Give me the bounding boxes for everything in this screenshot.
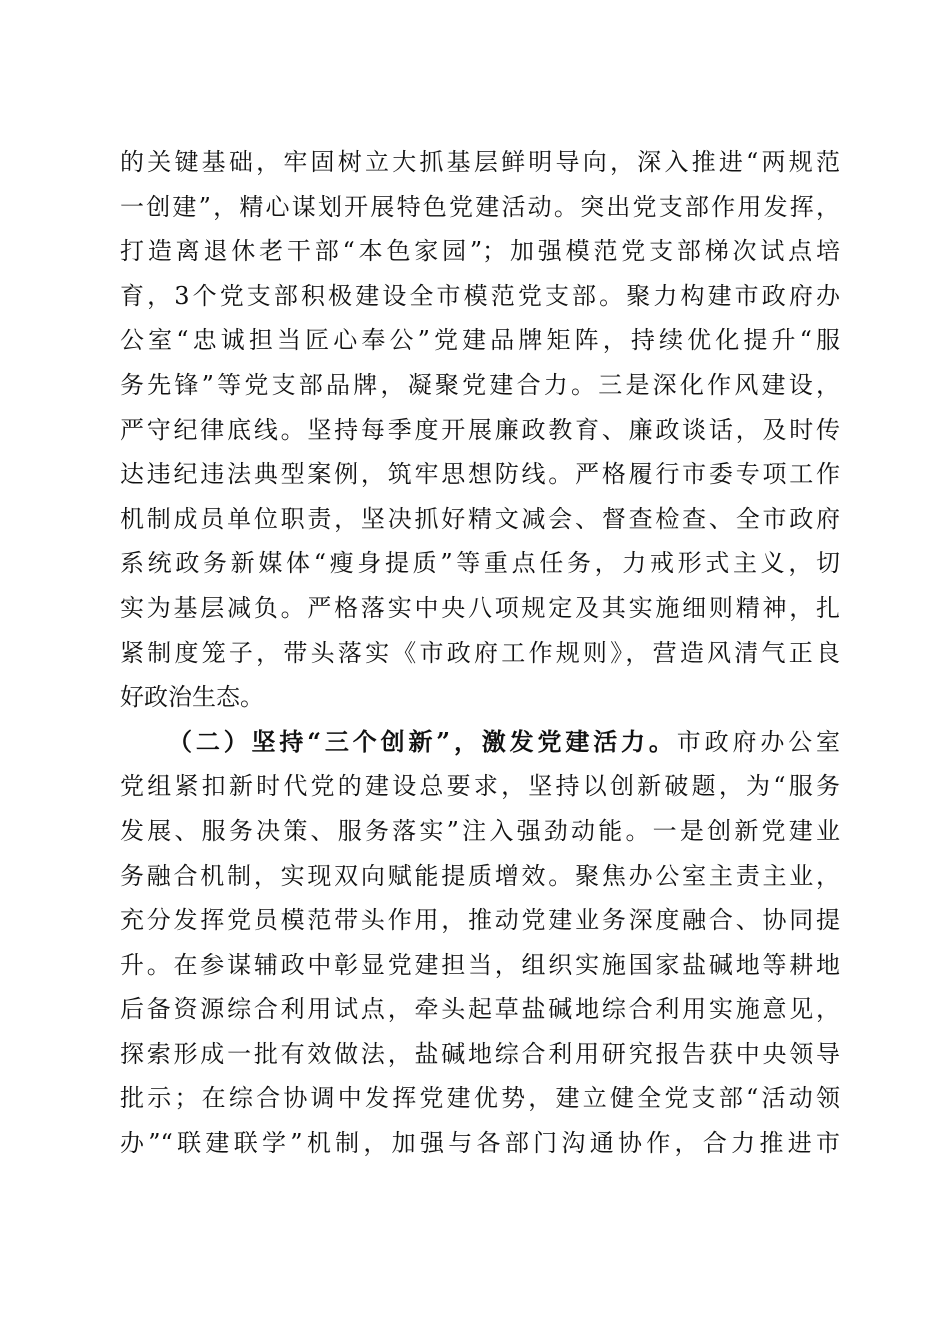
text-line: 好政治生态。 (120, 683, 264, 712)
text-line: 打造离退休老干部“本色家园”；加强模范党支部梯次试点培 (120, 237, 840, 266)
paragraph-2 (120, 720, 840, 1166)
section-heading: （二）坚持“三个创新”，激发党建活力。 (168, 726, 677, 756)
text-line: 一创建”，精心谋划开展特色党建活动。突出党支部作用发挥， (120, 192, 840, 221)
text-line: 的关键基础，牢固树立大抓基层鲜明导向，深入推进“两规范 (120, 148, 840, 176)
heading-continuation: 市政府办公室 (676, 727, 840, 756)
text-line: 后备资源综合利用试点，牵头起草盐碱地综合利用实施意见， (120, 995, 840, 1024)
text-line: 批示；在综合协调中发挥党建优势，建立健全党支部“活动领 (120, 1084, 840, 1113)
text-line: 党组紧扣新时代党的建设总要求，坚持以创新破题，为“服务 (120, 772, 840, 801)
text-line: 办”“联建联学”机制，加强与各部门沟通协作，合力推进市 (120, 1129, 840, 1158)
text-line: 系统政务新媒体“瘦身提质”等重点任务，力戒形式主义，切 (120, 549, 840, 578)
text-line: 严守纪律底线。坚持每季度开展廉政教育、廉政谈话，及时传 (120, 415, 840, 444)
text-line: 务融合机制，实现双向赋能提质增效。聚焦办公室主责主业， (120, 861, 840, 890)
text-line: 育，3个党支部积极建设全市模范党支部。聚力构建市政府办 (120, 281, 840, 310)
text-line: 探索形成一批有效做法，盐碱地综合利用研究报告获中央领导 (120, 1039, 840, 1068)
text-line: 充分发挥党员模范带头作用，推动党建业务深度融合、协同提 (120, 906, 840, 935)
text-line: 达违纪违法典型案例，筑牢思想防线。严格履行市委专项工作 (120, 460, 840, 489)
text-line: 紧制度笼子，带头落实《市政府工作规则》，营造风清气正良 (120, 638, 840, 667)
text-line: 发展、服务决策、服务落实”注入强劲动能。一是创新党建业 (120, 816, 840, 845)
body-text (120, 140, 840, 1166)
paragraph-1 (120, 140, 840, 720)
text-line: 实为基层减负。严格落实中央八项规定及其实施细则精神，扎 (120, 593, 840, 622)
text-line: 务先锋”等党支部品牌，凝聚党建合力。三是深化作风建设， (120, 370, 840, 399)
text-line: 机制成员单位职责，坚决抓好精文减会、督查检查、全市政府 (120, 504, 840, 533)
text-line: 升。在参谋辅政中彰显党建担当，组织实施国家盐碱地等耕地 (120, 950, 840, 979)
text-line: 公室“忠诚担当匠心奉公”党建品牌矩阵，持续优化提升“服 (120, 326, 840, 355)
paragraph-2-first-line (120, 720, 840, 765)
